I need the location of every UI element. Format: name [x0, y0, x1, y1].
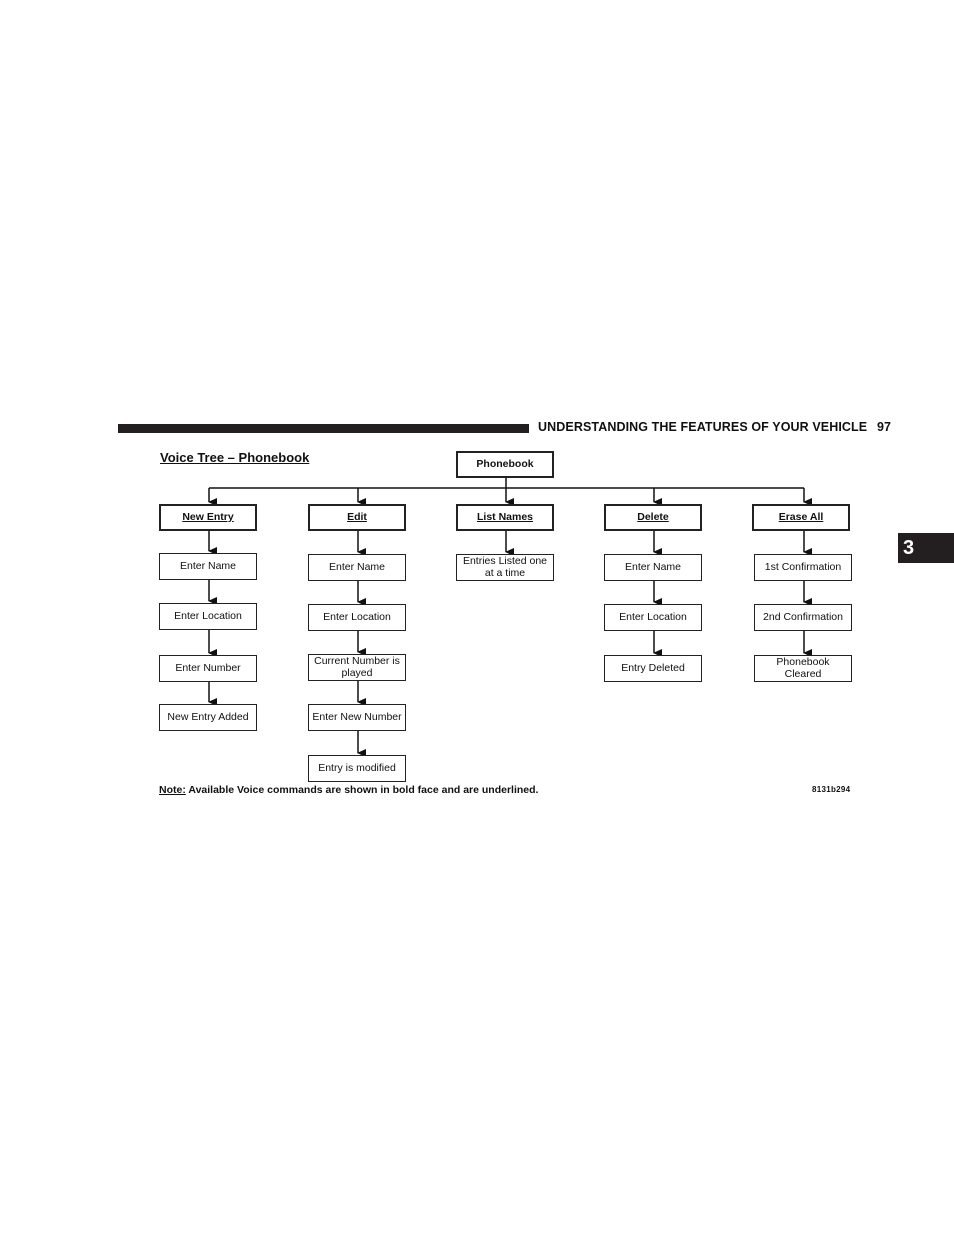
- step-enter-number: Enter Number: [159, 655, 257, 682]
- figure-code: 8131b294: [812, 785, 851, 794]
- step-entries-listed: Entries Listed one at a time: [456, 554, 554, 581]
- step-entry-modified: Entry is modified: [308, 755, 406, 782]
- step-new-entry-added: New Entry Added: [159, 704, 257, 731]
- step-enter-location: Enter Location: [308, 604, 406, 631]
- command-edit: Edit: [308, 504, 406, 531]
- root-node-phonebook: Phonebook: [456, 451, 554, 478]
- diagram-title: Voice Tree – Phonebook: [160, 450, 310, 465]
- step-2nd-confirmation: 2nd Confirmation: [754, 604, 852, 631]
- command-list-names: List Names: [456, 504, 554, 531]
- step-1st-confirmation: 1st Confirmation: [754, 554, 852, 581]
- command-new-entry: New Entry: [159, 504, 257, 531]
- step-enter-name: Enter Name: [604, 554, 702, 581]
- note: [159, 784, 538, 796]
- page-number: 97: [877, 420, 891, 434]
- running-header-title: UNDERSTANDING THE FEATURES OF YOUR VEHICLE: [538, 420, 868, 434]
- step-current-number-played: Current Number is played: [308, 654, 406, 681]
- chapter-tab: 3: [898, 533, 954, 563]
- note-label: Note:: [159, 784, 186, 796]
- note-text: Available Voice commands are shown in bold face and are underlined.: [185, 784, 539, 796]
- step-enter-name: Enter Name: [308, 554, 406, 581]
- command-erase-all: Erase All: [752, 504, 850, 531]
- command-delete: Delete: [604, 504, 702, 531]
- step-entry-deleted: Entry Deleted: [604, 655, 702, 682]
- step-enter-new-number: Enter New Number: [308, 704, 406, 731]
- step-enter-location: Enter Location: [604, 604, 702, 631]
- step-enter-location: Enter Location: [159, 603, 257, 630]
- step-phonebook-cleared: Phonebook Cleared: [754, 655, 852, 682]
- step-enter-name: Enter Name: [159, 553, 257, 580]
